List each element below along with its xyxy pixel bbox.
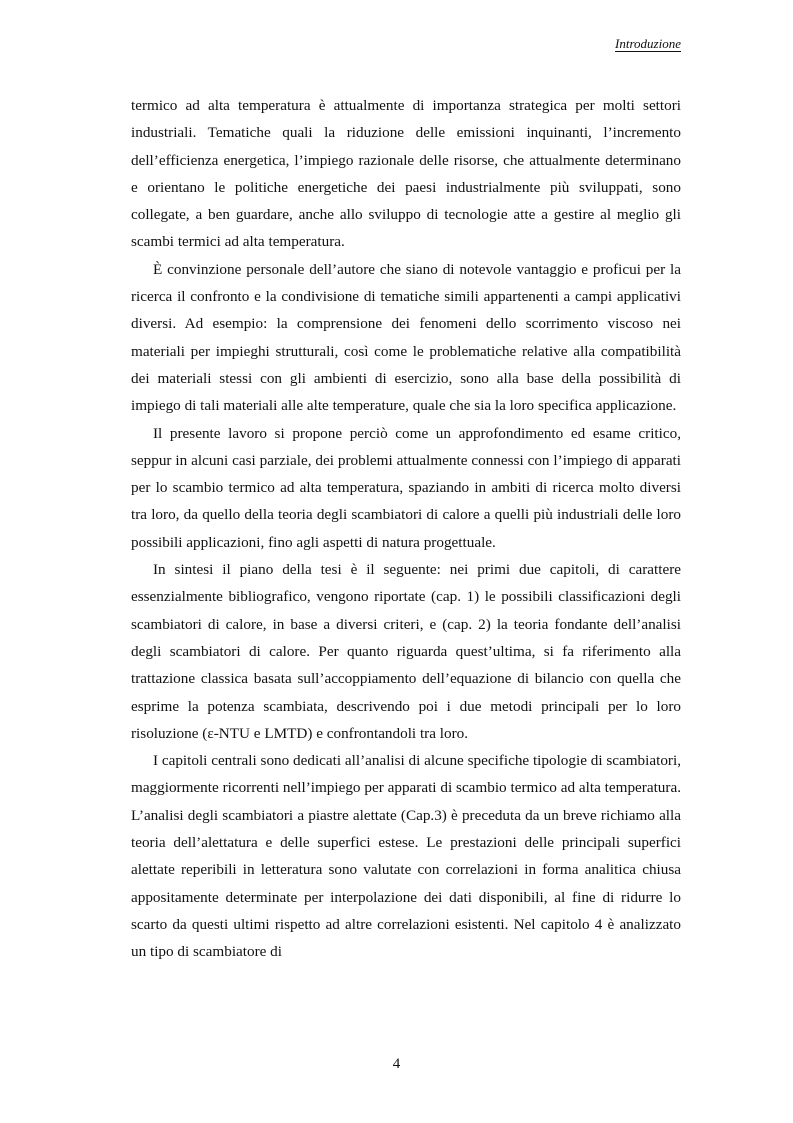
- running-header: Introduzione: [615, 36, 681, 51]
- body-text: [131, 92, 681, 966]
- paragraph-2: È convinzione personale dell’autore che siano di notevole vantaggio e proficui per la ricerca il confronto e la condivisione di tematiche simili appartenenti a campi applicativi diversi. Ad esempio: la comprensione dei fenomeni dello scorrimento viscoso nei materiali per impieghi strutturali, così come le problematiche relative alla compatibilità dei materiali stessi con gli ambienti di esercizio, sono alla base della possibilità di impiego di tali materiali alle alte temperature, quale che sia la loro specifica applicazione.: [131, 260, 681, 415]
- paragraph-5: I capitoli centrali sono dedicati all’analisi di alcune specifiche tipologie di scambiatori, maggiormente ricorrenti nell’impiego per apparati di scambio termico ad alta temperatura. L’analisi degli scambiatori a piastre alettate (Cap.3) è preceduta da un breve richiamo alla teoria dell’alettatura e delle superfici estese. Le prestazioni delle principali superfici alettate reperibili in letteratura sono valutate con correlazioni in forma analitica chiusa appositamente determinate per interpolazione dei dati disponibili, al fine di ridurre lo scarto da questi ultimi rispetto ad altre correlazioni esistenti. Nel capitolo 4 è analizzato un tipo di scambiatore di: [131, 752, 682, 961]
- paragraph-4: In sintesi il piano della tesi è il seguente: nei primi due capitoli, di carattere essenzialmente bibliografico, vengono riportate (cap. 1) le possibili classificazioni degli scambiatori di calore, in base a diversi criteri, e (cap. 2) la teoria fondante dell’analisi degli scambiatori di calore. Per quanto riguarda quest’ultima, si fa riferimento alla trattazione classica basata sull’accoppiamento dell’equazione di bilancio con quella che esprime la potenza scambiata, descrivendo poi i due metodi principali per lo loro risoluzione (ε-NTU e LMTD) e confrontandoli tra loro.: [131, 561, 681, 742]
- paragraph-3: Il presente lavoro si propone perciò come un approfondimento ed esame critico, seppur in alcuni casi parziale, dei problemi attualmente connessi con l’impiego di apparati per lo scambio termico ad alta temperatura, spaziando in ambiti di ricerca molto diversi tra loro, da quello della teoria degli scambiatori di calore a quelli più industriali delle loro possibili applicazioni, fino agli aspetti di natura progettuale.: [131, 424, 681, 551]
- paragraph-1: termico ad alta temperatura è attualmente di importanza strategica per molti settori industriali. Tematiche quali la riduzione delle emissioni inquinanti, l’incremento dell’efficienza energetica, l’impiego razionale delle risorse, che attualmente determinano e orientano le politiche energetiche dei paesi industrialmente più sviluppati, sono collegate, a ben guardare, anche allo sviluppo di tecnologie atte a gestire al meglio gli scambi termici ad alta temperatura.: [131, 97, 681, 251]
- page-number: 4: [392, 1056, 401, 1072]
